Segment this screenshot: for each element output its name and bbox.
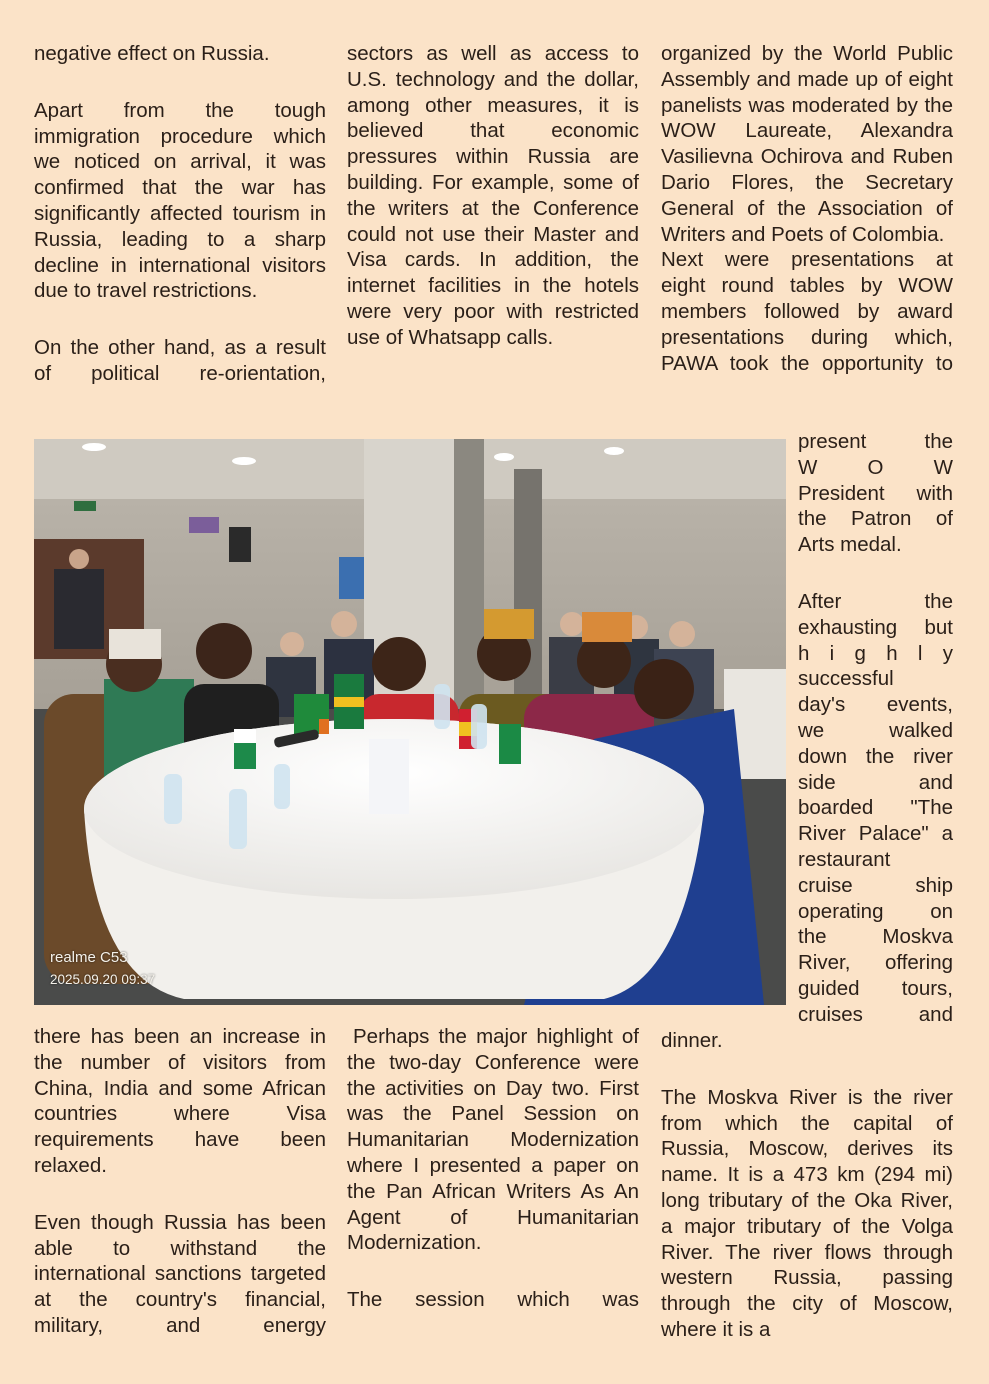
side-line: successful <box>798 667 894 691</box>
side-line: we walked <box>798 718 953 742</box>
side-line: Arts medal. <box>798 533 902 557</box>
side-line: operating on <box>798 899 953 923</box>
side-line: W O W <box>798 455 953 479</box>
top-column-3 <box>661 41 953 376</box>
side-line: After the <box>798 589 953 613</box>
side-line: exhausting but <box>798 615 953 639</box>
side-line: restaurant <box>798 847 891 871</box>
photo-illustration <box>34 439 786 1005</box>
bottom-column-2 <box>347 1024 639 1313</box>
side-line: guided tours, <box>798 976 953 1000</box>
watermark-timestamp: 2025.09.20 09:37 <box>50 972 156 987</box>
side-line: down the river <box>798 744 953 768</box>
paragraph: dinner. <box>661 1029 723 1052</box>
paragraph: Perhaps the major highlight of the two-day Conference were the activities on Day two. First was the Panel Session on Humanitarian Modernization where I presented a paper on the Pan African Writers As An Agent of Humanitarian Modernization. <box>347 1025 639 1255</box>
side-line: President with <box>798 481 953 505</box>
side-line: side and <box>798 770 953 794</box>
paragraph: Apart from the tough immigration procedure which we noticed on arrival, it was confirmed that the war has significantly affected tourism in Russia, leading to a sharp decline in international visitors due to travel restrictions. <box>34 98 326 303</box>
side-line: cruise ship <box>798 873 953 897</box>
paragraph: there has been an increase in the number of visitors from China, India and some African countries where Visa requirements have been relaxed. <box>34 1025 326 1177</box>
paragraph: organized by the World Public Assembly and made up of eight panelists was moderated by the WOW Laureate, Alexandra Vasilievna Ochirova and Ruben Dario Flores, the Secretary General of the Association of Writers and Poets of Colombia. <box>661 42 953 246</box>
side-line: present the <box>798 430 953 453</box>
paragraph: The Moskva River is the river from which the capital of Russia, Moscow, derives its name. It is a 473 km (294 mi) long tributary of the Oka River, a major tributary of the Volga River. The river flows through western Russia, passing through the city of Moscow, where it is a <box>661 1085 953 1341</box>
side-line: River, offering <box>798 951 953 975</box>
top-column-1 <box>34 41 326 387</box>
side-column <box>798 429 953 1028</box>
paragraph: sectors as well as access to U.S. technology and the dollar, among other measures, it is believed that economic pressures within Russia are building. For example, some of the writers at the Conference could not use their Master and Visa cards. In addition, the internet facilities in the hotels were very poor with restricted use of Whatsapp calls. <box>347 42 639 349</box>
paragraph: On the other hand, as a result of political re-orientation, <box>34 336 326 385</box>
paragraph: negative effect on Russia. <box>34 42 270 65</box>
side-line: the Patron of <box>798 507 953 531</box>
top-column-2 <box>347 41 639 351</box>
table-banner <box>369 739 409 814</box>
bottom-column-3 <box>661 1028 953 1343</box>
paragraph: Next were presentations at eight round tables by WOW members followed by award presentations during which, PAWA took the opportunity to <box>661 248 953 375</box>
side-line: cruises and <box>798 1002 953 1026</box>
side-line: day's events, <box>798 693 953 717</box>
bottom-column-1 <box>34 1024 326 1339</box>
flag <box>499 724 521 764</box>
side-line: River Palace" a <box>798 822 953 846</box>
side-line: h i g h l y <box>798 641 953 665</box>
watermark-device: realme C53 <box>50 949 128 966</box>
side-line: the Moskva <box>798 925 953 949</box>
side-line: boarded "The <box>798 796 953 820</box>
paragraph: Even though Russia has been able to withstand the international sanctions targeted at the country's financial, military, and energy <box>34 1210 326 1337</box>
conference-photo <box>34 439 786 1005</box>
paragraph: The session which was <box>347 1288 639 1312</box>
screen <box>339 557 364 599</box>
